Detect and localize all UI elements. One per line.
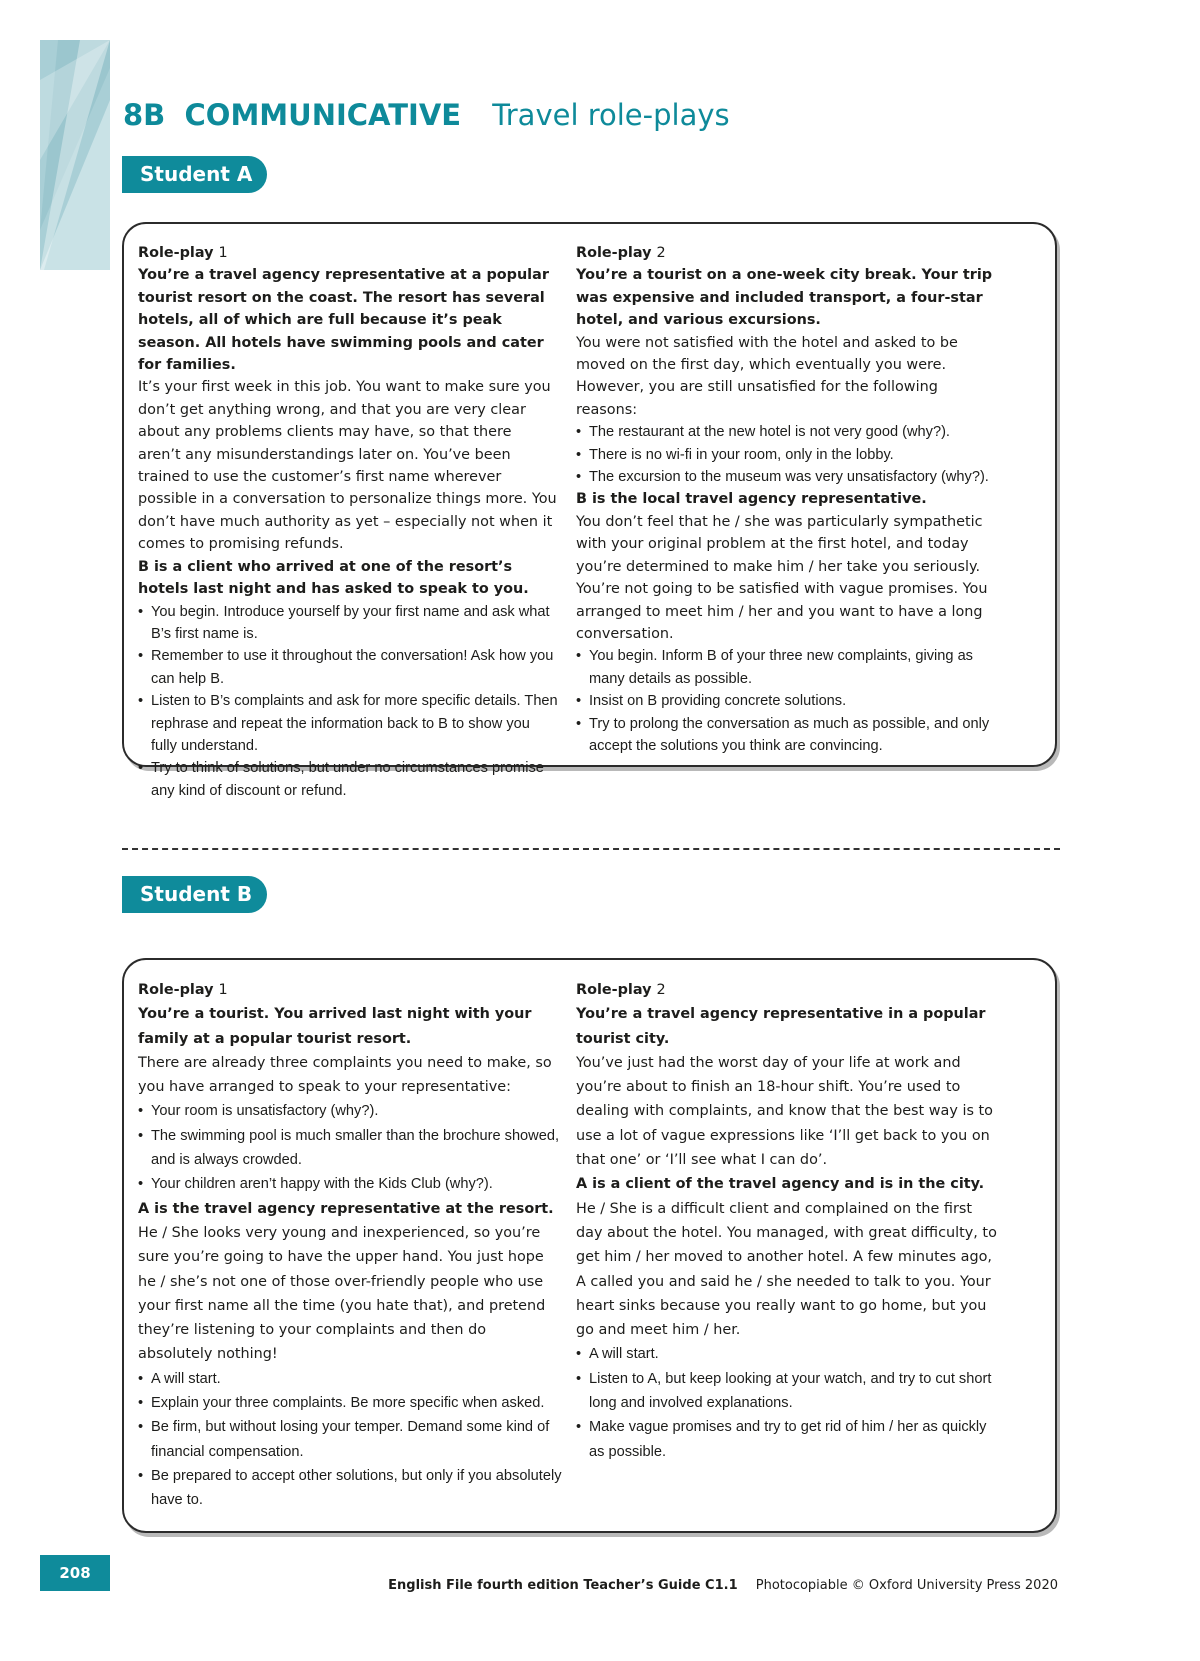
student-b-card: [122, 958, 1057, 1533]
instruction-list: [576, 1342, 1001, 1463]
roleplay-number: 1: [218, 982, 228, 998]
list-item: • A will start.: [576, 1342, 1001, 1366]
instruction-list: [138, 1367, 563, 1513]
roleplay-body: There are already three complaints you need to make, so you have arranged to speak to your representative:: [138, 1054, 552, 1096]
roleplay-heading-text: Role-play: [138, 245, 214, 261]
roleplay-body-2: He / She is a difficult client and complained on the first day about the hotel. You managed, with great difficulty, to get him / her moved to another hotel. A few minutes ago, A called you and said he / she needed to talk to you. Your heart sinks because you really want to go home, but you go and meet him / her.: [576, 1200, 997, 1339]
list-item: • Be firm, but without losing your temper. Demand some kind of financial compensation.: [138, 1415, 563, 1464]
copyright-notice: Photocopiable © Oxford University Press 2020: [755, 1578, 1058, 1593]
page-footer: [388, 1578, 1058, 1593]
roleplay-intro: You’re a travel agency representative at a popular tourist resort on the coast. The resort has several hotels, all of which are full because it’s peak season. All hotels have swimming pools and cater for families.: [138, 267, 549, 374]
roleplay-heading-text: Role-play: [576, 982, 652, 998]
student-b-roleplay-2: [576, 978, 1001, 1464]
roleplay-body: It’s your first week in this job. You want to make sure you don’t get anything wrong, and that you are very clear about any problems clients may have, so that there aren’t any misunderstandings later on. You’ve been trained to use the customer’s first name wherever possible in a conversation to personalize things more. You don’t have much authority as yet – especially not when it comes to promising refunds.: [138, 379, 557, 553]
roleplay-heading-text: Role-play: [576, 245, 652, 261]
complaint-list: [576, 421, 1001, 488]
roleplay-number: 1: [218, 245, 228, 261]
roleplay-heading: [576, 242, 1001, 264]
list-item: • Your children aren’t happy with the Kids Club (why?).: [138, 1172, 563, 1196]
roleplay-heading-text: Role-play: [138, 982, 214, 998]
roleplay-intro: You’re a travel agency representative in a popular tourist city.: [576, 1006, 986, 1047]
list-item: • You begin. Inform B of your three new complaints, giving as many details as possible.: [576, 645, 1001, 690]
roleplay-heading: [138, 242, 558, 264]
roleplay-number: 2: [656, 245, 666, 261]
complaint-list: [138, 1099, 563, 1196]
section-label: COMMUNICATIVE: [184, 98, 462, 132]
roleplay-heading: [576, 978, 1001, 1002]
instruction-list: [576, 645, 1001, 757]
corner-decoration: [40, 40, 110, 270]
roleplay-body: You were not satisfied with the hotel and asked to be moved on the first day, which eventually you were. However, you are still unsatisfied for the following reasons:: [576, 334, 958, 418]
cut-line-divider: [122, 848, 1060, 850]
list-item: • Make vague promises and try to get rid of him / her as quickly as possible.: [576, 1415, 1001, 1464]
roleplay-body-2: You don’t feel that he / she was particularly sympathetic with your original problem at the first hotel, and today you’re determined to make him / her take you seriously. You’re not going to be satisfied with vague promises. You arranged to meet him / her and you want to have a long conversation.: [576, 513, 988, 642]
list-item: • You begin. Introduce yourself by your first name and ask what B’s first name is.: [138, 601, 558, 646]
list-item: • Your room is unsatisfactory (why?).: [138, 1099, 563, 1123]
list-item: • There is no wi-fi in your room, only in the lobby.: [576, 444, 1001, 466]
list-item: • A will start.: [138, 1367, 563, 1391]
student-a-roleplay-1: [138, 242, 558, 802]
list-item: • The excursion to the museum was very unsatisfactory (why?).: [576, 466, 1001, 488]
roleplay-body: You’ve just had the worst day of your life at work and you’re about to finish an 18-hour shift. You’re used to dealing with complaints, and know that the best way is to use a lot of vague expressions like ‘I’ll get back to you on that one’ or ‘I’ll see what I can do’.: [576, 1054, 993, 1169]
roleplay-intro: You’re a tourist. You arrived last night with your family at a popular tourist resort.: [138, 1006, 532, 1047]
roleplay-intro: You’re a tourist on a one-week city break. Your trip was expensive and included transport, a four-star hotel, and various excursions.: [576, 267, 993, 329]
list-item: • Be prepared to accept other solutions, but only if you absolutely have to.: [138, 1464, 563, 1513]
roleplay-partner: B is the local travel agency representative.: [576, 491, 927, 508]
page-title: [123, 98, 730, 132]
list-item: • Explain your three complaints. Be more specific when asked.: [138, 1391, 563, 1415]
book-title: English File fourth edition Teacher’s Guide C1.1: [388, 1578, 738, 1593]
list-item: • Remember to use it throughout the conversation! Ask how you can help B.: [138, 645, 558, 690]
page-number: 208: [40, 1555, 110, 1591]
roleplay-number: 2: [656, 982, 666, 998]
list-item: • Insist on B providing concrete solutions.: [576, 690, 1001, 712]
roleplay-body-2: He / She looks very young and inexperienced, so you’re sure you’re going to have the upper hand. You just hope he / she’s not one of those over-friendly people who use your first name all the time (you hate that), and pretend they’re listening to your complaints and then do absolutely nothing!: [138, 1224, 546, 1363]
list-item: • Listen to B’s complaints and ask for more specific details. Then rephrase and repeat the information back to B to show you fully understand.: [138, 690, 558, 757]
student-a-roleplay-2: [576, 242, 1001, 757]
list-item: • Try to prolong the conversation as much as possible, and only accept the solutions you think are convincing.: [576, 713, 1001, 758]
page-subtitle: Travel role-plays: [492, 98, 730, 132]
instruction-list: [138, 601, 558, 803]
roleplay-partner: A is the travel agency representative at the resort.: [138, 1200, 554, 1217]
list-item: • The swimming pool is much smaller than the brochure showed, and is always crowded.: [138, 1124, 563, 1173]
student-a-card: [122, 222, 1057, 799]
student-b-roleplay-1: [138, 978, 563, 1513]
student-b-tab: Student B: [122, 876, 267, 913]
roleplay-heading: [138, 978, 563, 1002]
roleplay-partner: B is a client who arrived at one of the resort’s hotels last night and has asked to speak to you.: [138, 558, 529, 598]
list-item: • Listen to A, but keep looking at your watch, and try to cut short long and involved explanations.: [576, 1367, 1001, 1416]
roleplay-partner: A is a client of the travel agency and is in the city.: [576, 1176, 985, 1193]
list-item: • The restaurant at the new hotel is not very good (why?).: [576, 421, 1001, 443]
unit-code: 8B: [123, 98, 166, 132]
student-a-tab: Student A: [122, 156, 267, 193]
list-item: • Try to think of solutions, but under no circumstances promise any kind of discount or refund.: [138, 757, 558, 802]
